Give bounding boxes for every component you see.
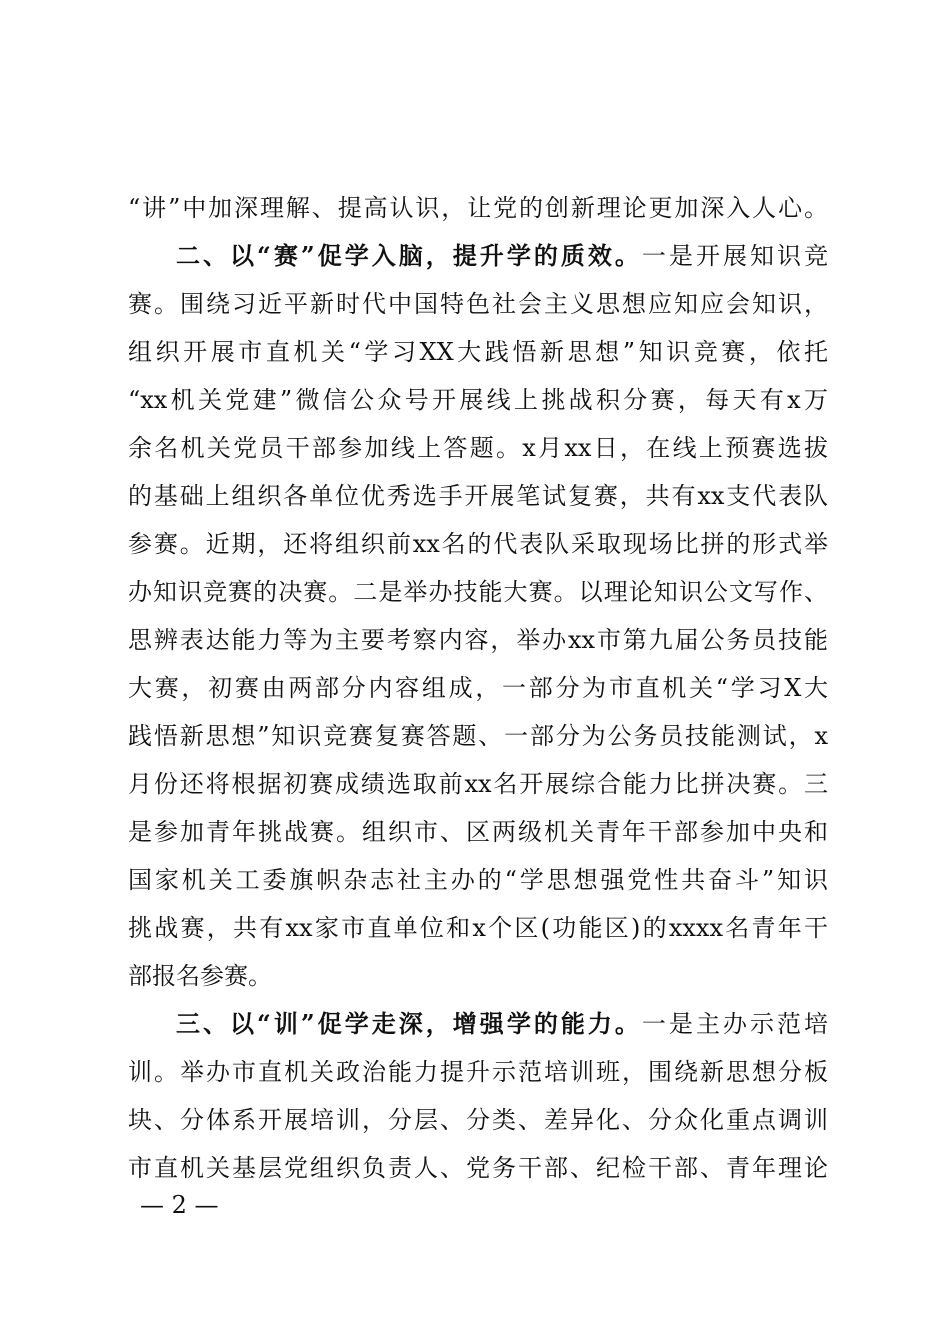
paragraph-line: 挑战赛，共有xx家市直单位和x个区(功能区)的xxxx名青年干 <box>128 914 828 942</box>
paragraph-line: 市直机关基层党组织负责人、党务干部、纪检干部、青年理论 <box>128 1154 828 1182</box>
paragraph-line: 参赛。近期，还将组织前xx名的代表队采取现场比拼的形式举 <box>128 530 828 558</box>
section-2-heading: 二、以“赛”促学入脑，提升学的质效。 <box>176 241 642 270</box>
paragraph-line: “讲”中加深理解、提高认识，让党的创新理论更加深入人心。 <box>128 194 828 222</box>
section-3-heading-line <box>176 1008 828 1040</box>
paragraph-line: 思辨表达能力等为主要考察内容，举办xx市第九届公务员技能 <box>128 626 828 654</box>
paragraph-line: 训。举办市直机关政治能力提升示范培训班，围绕新思想分板 <box>128 1058 828 1086</box>
paragraph-line: 余名机关党员干部参加线上答题。x月xx日，在线上预赛选拔 <box>128 434 828 462</box>
paragraph-line: “xx机关党建”微信公众号开展线上挑战积分赛，每天有x万 <box>128 386 828 414</box>
paragraph-line: 组织开展市直机关“学习XX大践悟新思想”知识竞赛，依托 <box>128 338 828 366</box>
paragraph-line: 月份还将根据初赛成绩选取前xx名开展综合能力比拼决赛。三 <box>128 770 828 798</box>
paragraph-line: 块、分体系开展培训，分层、分类、差异化、分众化重点调训 <box>128 1106 828 1134</box>
paragraph-line: 办知识竞赛的决赛。二是举办技能大赛。以理论知识公文写作、 <box>128 578 828 606</box>
paragraph-line: 大赛，初赛由两部分内容组成，一部分为市直机关“学习X大 <box>128 674 828 702</box>
section-3-heading: 三、以“训”促学走深，增强学的能力。 <box>176 1009 642 1038</box>
paragraph-line: 国家机关工委旗帜杂志社主办的“学思想强党性共奋斗”知识 <box>128 866 828 894</box>
paragraph-line: 是参加青年挑战赛。组织市、区两级机关青年干部参加中央和 <box>128 818 828 846</box>
paragraph-line: 践悟新思想”知识竞赛复赛答题、一部分为公务员技能测试，x <box>128 722 828 750</box>
paragraph-line: 的基础上组织各单位优秀选手开展笔试复赛，共有xx支代表队 <box>128 482 828 510</box>
section-2-heading-line <box>176 240 828 272</box>
paragraph-line: 部报名参赛。 <box>128 962 272 990</box>
section-3-lead-text: 一是主办示范培 <box>641 1010 829 1038</box>
paragraph-line: 赛。围绕习近平新时代中国特色社会主义思想应知应会知识， <box>128 290 828 318</box>
page-number: — 2 — <box>140 1191 219 1219</box>
section-2-lead-text: 一是开展知识竞 <box>641 242 829 270</box>
